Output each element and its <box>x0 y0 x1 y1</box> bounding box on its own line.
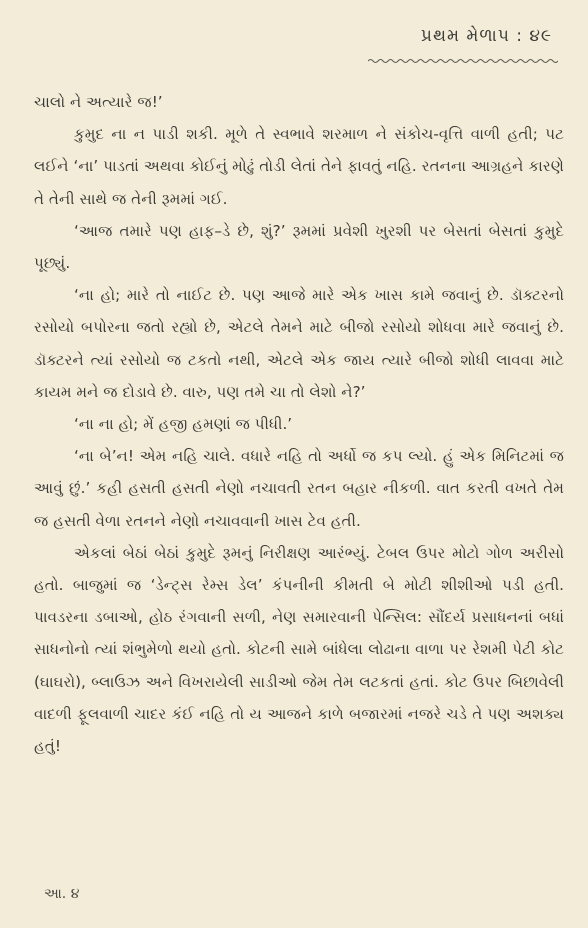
signature-mark: આ. ૪ <box>44 886 80 902</box>
paragraph: ચાલો ને અત્યારે જ!’ <box>34 93 163 111</box>
running-header: પ્રથમ મેળાપ : ૪૯ <box>420 26 552 46</box>
paragraph: એકલાં બેઠાં બેઠાં કુમુદે રૂમનું નિરીક્ષણ આરંભ્યું. ટેબલ ઉપર મોટો ગોળ અરીસો હતો. બાજુમાં જ ‘ડેન્ટ્સ રેમ્સ ડેલ’ કંપનીની કીમતી બે મોટી શીશીઓ પડી હતી. પાવડરના ડબાઓ, હોઠ રંગવાની સળી, નેણ સમારવાની પેન્સિલ: સૌંદર્ય પ્રસાધનનાં બધાં સાધનોનો ત્યાં શંભુમેળો થયો હતો. કોટની સામે બાંધેલા લોઢાના વાળા પર રેશમી પેટી કોટ (ઘાઘરો), બ્લાઉઝ અને વિખરાયેલી સાડીઓ જેમ તેમ લટકતાં હતાં. કોટ ઉપર બિછાવેલી વાદળી ફૂલવાળી ચાદર કંઈ નહિ તો ય આજને કાળે બજારમાં નજરે ચડે તે પણ અશક્ય હતું! <box>34 543 564 756</box>
paragraph: ‘આજ તમારે પણ હાફ–ડે છે, શું?’ રૂમમાં પ્રવેશી ખુરશી પર બેસતાં બેસતાં કુમુદે પૂછ્યું. <box>34 221 564 273</box>
paragraph: ‘ના બે’ન! એમ નહિ ચાલે. વધારે નહિ તો અર્ધો જ કપ લ્યો. હું એક મિનિટમાં જ આવું છું.’ કહી હસતી હસતી નેણો નચાવતી રતન બહાર નીકળી. વાત કરતી વખતે તેમ જ હસતી વેળા રતનને નેણો નચાવવાની ખાસ ટેવ હતી. <box>34 447 564 530</box>
page-body <box>34 86 564 762</box>
paragraph: ‘ના હો; મારે તો નાઈટ છે. પણ આજે મારે એક ખાસ કામે જવાનું છે. ડૉક્ટરનો રસોયો બપોરના જતો રહ્યો છે, એટલે તેમને માટે બીજો રસોયો શોધવા મારે જવાનું છે. ડૉક્ટરને ત્યાં રસોયો જ ટકતો નથી, એટલે એક જાય ત્યારે બીજો શોધી લાવવા માટે કાયમ મને જ દોડાવે છે. વારુ, પણ તમે ચા તો લેશો ને?’ <box>34 286 564 401</box>
header-wavy-rule <box>368 58 558 64</box>
paragraph: કુમુદ ના ન પાડી શકી. મૂળે તે સ્વભાવે શરમાળ ને સંકોચ-વૃત્તિ વાળી હતી; પટ લઈને ‘ના’ પાડતાં અથવા કોઈનું મોઢું તોડી લેતાં તેને ફાવતું નહિ. રતનના આગ્રહને કારણે તે તેની સાથે જ તેની રૂમમાં ગઈ. <box>34 125 564 208</box>
paragraph: ‘ના ના હો; મેં હજી હમણાં જ પીધી.’ <box>74 415 293 434</box>
